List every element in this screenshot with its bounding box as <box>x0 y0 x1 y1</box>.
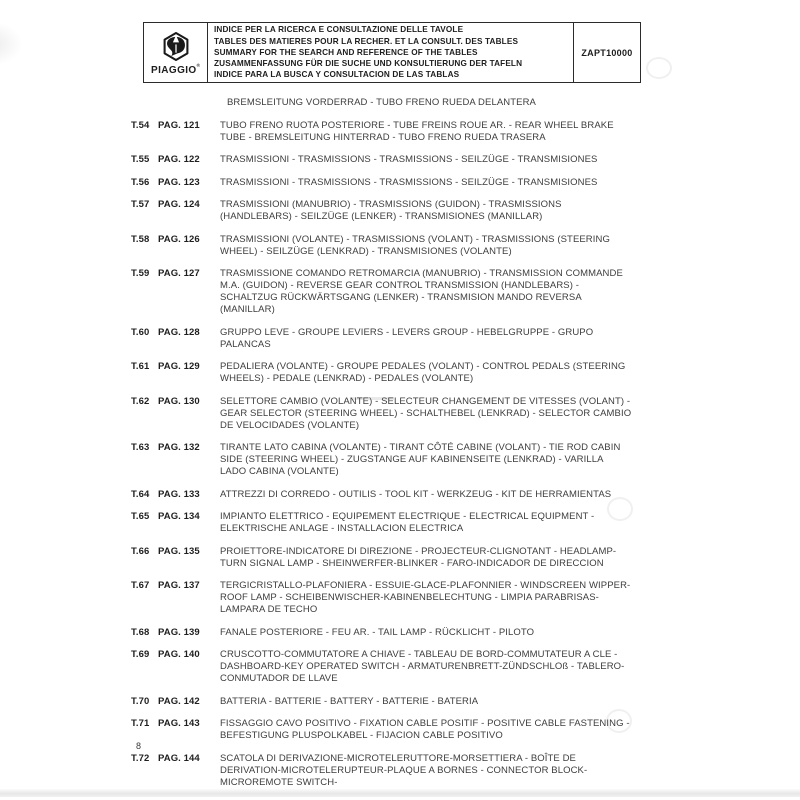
index-entry <box>131 154 632 166</box>
entry-description: ATTREZZI DI CORREDO - OUTILIS - TOOL KIT - WERKZEUG - KIT DE HERRAMIENTAS <box>220 488 612 500</box>
table-number: T.71 <box>131 718 150 729</box>
index-entry <box>131 546 632 570</box>
table-number: T.72 <box>131 752 150 764</box>
index-entry <box>131 177 632 189</box>
table-number: T.59 <box>131 268 150 279</box>
entry-description: PROIETTORE-INDICATORE DI DIREZIONE - PROJECTEUR-CLIGNOTANT - HEADLAMP-TURN SIGNAL LAMP - SHEINWERFER-BLINKER - FARO-INDICADOR DE DIRECCION <box>220 545 617 569</box>
table-number: T.56 <box>131 176 150 188</box>
document-code: ZAPT10000 <box>581 47 633 58</box>
entry-description: TERGICRISTALLO-PLAFONIERA - ESSUIE-GLACE-PLAFONNIER - WINDSCREEN WIPPER-ROOF LAMP - SCHEIBENWISCHER-KABINENBELECHTUNG - LIMPIA PARABRISAS-LAMPARA DE TECHO <box>220 580 631 615</box>
page-reference: PAG. 122 <box>158 154 200 165</box>
scan-smudge <box>0 22 22 66</box>
logo-cell <box>144 23 208 82</box>
entry-description: TRASMISSIONI - TRASMISSIONS - TRASMISSIONS - SEILZÜGE - TRANSMISIONES <box>220 176 598 188</box>
continuation-line: BREMSLEITUNG VORDERRAD - TUBO FRENO RUEDA DELANTERA <box>227 97 536 108</box>
table-number: T.64 <box>131 488 150 500</box>
index-entry <box>131 718 632 742</box>
page-reference: PAG. 123 <box>158 176 200 188</box>
brand-text: PIAGGIO <box>151 64 197 76</box>
table-number: T.60 <box>131 326 150 338</box>
page-reference: PAG. 128 <box>158 326 200 338</box>
page-reference: PAG. 133 <box>158 488 200 500</box>
page-reference: PAG. 126 <box>158 233 200 245</box>
index-entry <box>131 120 632 144</box>
entry-description: TUBO FRENO RUOTA POSTERIORE - TUBE FREINS ROUE AR. - REAR WHEEL BRAKE TUBE - BREMSLEITUNG HINTERRAD - TUBO FRENO RUEDA TRASERA <box>220 119 614 143</box>
table-number: T.65 <box>131 511 150 522</box>
table-number: T.66 <box>131 545 150 557</box>
table-number: T.57 <box>131 199 150 210</box>
entry-description: FISSAGGIO CAVO POSITIVO - FIXATION CABLE POSITIF - POSITIVE CABLE FASTENING - BEFESTIGUNG PLUSPOLKABEL - FIJACION CABLE POSITIVO <box>220 718 630 741</box>
page-reference: PAG. 130 <box>158 395 200 407</box>
entry-description: CRUSCOTTO-COMMUTATORE A CHIAVE - TABLEAU DE BORD-COMMUTATEUR A CLE - DASHBOARD-KEY OPERATED SWITCH - ARMATURENBRETT-ZÜNDSCHLOß - TABLERO-CONMUTADOR DE LLAVE <box>220 649 625 684</box>
table-number: T.63 <box>131 442 150 453</box>
entry-description: TRASMISSIONI (MANUBRIO) - TRASMISSIONS (GUIDON) - TRASMISSIONS (HANDLEBARS) - SEILZÜGE (LENKER) - TRANSMISIONES (MANILLAR) <box>220 199 562 222</box>
page-reference: PAG. 144 <box>158 752 200 764</box>
index-entry <box>131 753 632 789</box>
entry-description: IMPIANTO ELETTRICO - EQUIPEMENT ELECTRIQUE - ELECTRICAL EQUIPMENT - ELEKTRISCHE ANLAGE - INSTALLACION ELECTRICA <box>220 511 595 534</box>
page-reference: PAG. 127 <box>158 268 200 279</box>
title-line-spanish: INDICE PARA LA BUSCA Y CONSULTACION DE LAS TABLAS <box>214 70 460 80</box>
index-entry <box>131 361 632 385</box>
page-reference: PAG. 134 <box>158 511 200 522</box>
entry-description: PEDALIERA (VOLANTE) - GROUPE PEDALES (VOLANT) - CONTROL PEDALS (STEERING WHEELS) - PEDALE (LENKRAD) - PEDALES (VOLANTE) <box>220 361 626 384</box>
page-reference: PAG. 143 <box>158 718 200 729</box>
page-reference: PAG. 137 <box>158 580 200 591</box>
table-number: T.58 <box>131 233 150 245</box>
index-entry <box>131 627 632 639</box>
table-number: T.62 <box>131 395 150 407</box>
brand-name <box>151 63 200 76</box>
page-reference: PAG. 140 <box>158 649 200 660</box>
entry-description: BATTERIA - BATTERIE - BATTERY - BATTERIE - BATERIA <box>220 695 479 707</box>
registered-mark: ® <box>196 62 200 68</box>
index-entry <box>131 199 632 223</box>
table-number: T.68 <box>131 626 150 638</box>
title-line-french: TABLES DES MATIERES POUR LA RECHER. ET LA CONSULT. DES TABLES <box>214 36 519 46</box>
index-entry <box>131 489 632 501</box>
entry-description: TRASMISSIONI - TRASMISSIONS - TRASMISSIONS - SEILZÜGE - TRANSMISIONES <box>220 154 598 165</box>
index-entry <box>131 396 632 432</box>
index-entry <box>131 580 632 616</box>
page-reference: PAG. 139 <box>158 626 200 638</box>
index-entry <box>131 268 632 316</box>
page-reference: PAG. 121 <box>158 119 200 131</box>
index-entry <box>131 234 632 258</box>
table-number: T.69 <box>131 649 150 660</box>
table-number: T.67 <box>131 580 150 591</box>
index-entry <box>131 442 632 478</box>
index-entry <box>131 327 632 351</box>
index-entry <box>131 511 632 535</box>
entry-description: TRASMISSIONE COMANDO RETROMARCIA (MANUBRIO) - TRANSMISSION COMMANDE M.A. (GUIDON) - REVERSE GEAR CONTROL TRANSMISSION (HANDLEBARS) - SCHALTZUG RÜCKWÄRTSGANG (LENKER) - TRANSMISION MANDO REVERSA (MANILLAR) <box>220 268 623 315</box>
scan-ring-artifact <box>646 57 672 79</box>
title-cell <box>208 23 574 82</box>
entry-description: SCATOLA DI DERIVAZIONE-MICROTELERUTTORE-MORSETTIERA - BOÎTE DE DERIVATION-MICROTELERUPTEUR-PLAQUE A BORNES - CONNECTOR BLOCK-MICROREMOTE SWITCH- <box>220 752 588 788</box>
entry-description: SELETTORE CAMBIO (VOLANTE) - SELECTEUR CHANGEMENT DE VITESSES (VOLANT) - GEAR SELECTOR (STEERING WHEEL) - SCHALTHEBEL (LENKRAD) - SELECTOR CAMBIO DE VELOCIDADES (VOLANTE) <box>220 395 632 431</box>
header-table <box>143 22 641 83</box>
index-list <box>131 97 632 799</box>
table-number: T.61 <box>131 361 150 372</box>
entry-description: FANALE POSTERIORE - FEU AR. - TAIL LAMP - RÜCKLICHT - PILOTO <box>220 626 535 638</box>
page-reference: PAG. 129 <box>158 361 200 372</box>
table-number: T.70 <box>131 695 150 707</box>
entry-description: TRASMISSIONI (VOLANTE) - TRASMISSIONS (VOLANT) - TRASMISSIONS (STEERING WHEEL) - SEILZÜGE (LENKRAD) - TRANSMISIONES (VOLANTE) <box>220 233 610 257</box>
index-entry <box>131 696 632 708</box>
page-reference: PAG. 132 <box>158 442 200 453</box>
entry-description: GRUPPO LEVE - GROUPE LEVIERS - LEVERS GROUP - HEBELGRUPPE - GRUPO PALANCAS <box>220 326 594 350</box>
page-reference: PAG. 124 <box>158 199 200 210</box>
page-reference: PAG. 135 <box>158 545 200 557</box>
piaggio-hexagon-logo-icon <box>162 32 190 61</box>
title-line-english: SUMMARY FOR THE SEARCH AND REFERENCE OF THE TABLES <box>214 47 478 57</box>
title-line-italian: INDICE PER LA RICERCA E CONSULTAZIONE DELLE TAVOLE <box>214 25 464 35</box>
page-number: 8 <box>136 741 142 751</box>
table-number: T.55 <box>131 154 150 165</box>
table-number: T.54 <box>131 119 150 131</box>
page-reference: PAG. 142 <box>158 695 200 707</box>
title-line-german: ZUSAMMENFASSUNG FÜR DIE SUCHE UND KONSULTIERUNG DER TAFELN <box>214 59 523 69</box>
index-entry <box>131 649 632 685</box>
entry-description: TIRANTE LATO CABINA (VOLANTE) - TIRANT CÔTÉ CABINE (VOLANT) - TIE ROD CABIN SIDE (STEERING WHEEL) - ZUGSTANGE AUF KABINENSEITE (LENKRAD) - VARILLA LADO CABINA (VOLANTE) <box>220 442 621 477</box>
